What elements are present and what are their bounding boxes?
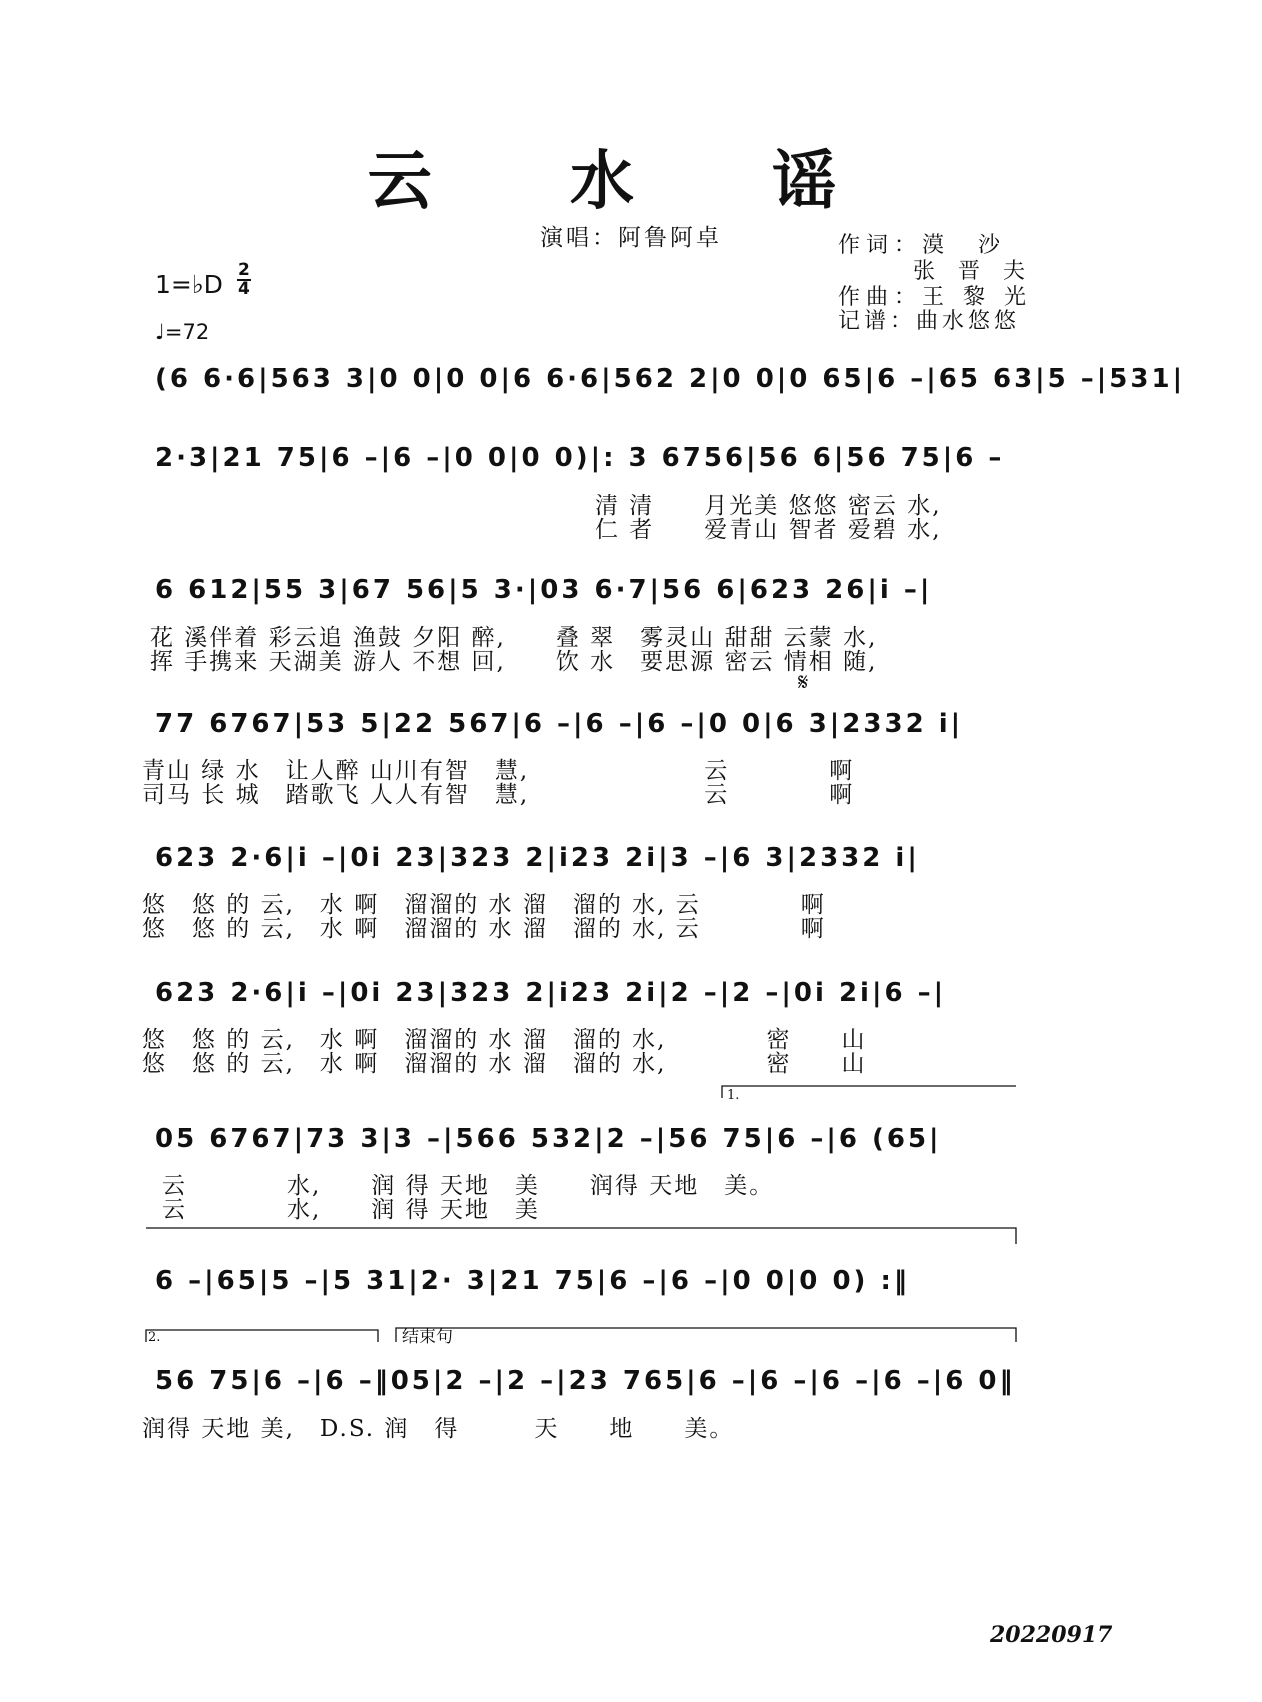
lyric-line-2b: 仁 者 爱青山 智者 爱碧 水, bbox=[595, 517, 942, 543]
repeat-bracket-line bbox=[146, 1228, 1016, 1244]
date-stamp: 20220917 bbox=[990, 1622, 1113, 1648]
volta-2-label: 2. bbox=[148, 1330, 161, 1345]
composer-credit: 作曲：王 黎 光 bbox=[838, 285, 1032, 310]
lyric-line-4a: 青山 绿 水 让人醉 山川有智 慧, 云 啊 bbox=[142, 758, 855, 784]
lyric-line-5a: 悠 悠 的 云, 水 啊 溜溜的 水 溜 溜的 水, 云 啊 bbox=[142, 892, 826, 918]
lyric-line-4b: 司马 长 城 踏歌飞 人人有智 慧, 云 啊 bbox=[142, 782, 855, 808]
time-signature-numerator: 2 bbox=[238, 260, 250, 280]
volta-1-label: 1. bbox=[727, 1088, 740, 1103]
notation-line-1: (6 6·6|563 3|0 0|0 0|6 6·6|562 2|0 0|0 65|6 –|65 63|5 –|531| bbox=[155, 364, 1186, 394]
notation-line-8: 6 –|65|5 –|5 31|2· 3|21 75|6 –|6 –|0 0|0 0) :‖ bbox=[155, 1266, 910, 1296]
lyricist-credit: 作词：漠 沙 bbox=[838, 233, 1007, 258]
segno-mark: 𝄋 bbox=[798, 668, 809, 696]
notation-line-9: 56 75|6 –|6 –‖05|2 –|2 –|23 765|6 –|6 –|6 –|6 –|6 0‖ bbox=[155, 1366, 1016, 1396]
volta-1-bracket bbox=[722, 1086, 1016, 1098]
lyric-line-3a: 花 溪伴着 彩云追 渔鼓 夕阳 醉, 叠 翠 雾灵山 甜甜 云蒙 水, bbox=[150, 625, 878, 651]
ending-bracket bbox=[396, 1328, 1016, 1342]
notation-line-6: 623 2·6|i –|0i 23|323 2|i23 2i|2 –|2 –|0i 2i|6 –| bbox=[155, 978, 947, 1008]
lyric-line-2a: 清 清 月光美 悠悠 密云 水, bbox=[595, 493, 942, 519]
lyric-line-6a: 悠 悠 的 云, 水 啊 溜溜的 水 溜 溜的 水, 密 山 bbox=[142, 1027, 867, 1053]
notation-line-7: 05 6767|73 3|3 –|566 532|2 –|56 75|6 –|6 (65| bbox=[155, 1124, 942, 1154]
ending-phrase-label: 结束句 bbox=[402, 1327, 453, 1347]
lyric-line-7a: 云 水, 润 得 天地 美 润得 天地 美。 bbox=[162, 1173, 775, 1199]
volta-2-bracket bbox=[146, 1330, 378, 1342]
notation-line-5: 623 2·6|i –|0i 23|323 2|i23 2i|3 –|6 3|2332 i| bbox=[155, 843, 920, 873]
notation-line-4: 77 6767|53 5|22 567|6 –|6 –|6 –|0 0|6 3|2332 i| bbox=[155, 709, 964, 739]
notation-line-2: 2·3|21 75|6 –|6 –|0 0|0 0)|: 3 6756|56 6|56 75|6 – bbox=[155, 443, 1005, 473]
song-title: 云 水 谣 bbox=[367, 144, 895, 219]
singer-credit: 演唱：阿鲁阿卓 bbox=[540, 225, 722, 251]
transcriber-credit: 记谱：曲水悠悠 bbox=[838, 309, 1021, 334]
key-signature: 1=♭D bbox=[155, 270, 223, 299]
time-signature-denominator: 4 bbox=[238, 279, 250, 299]
tempo-marking: ♩=72 bbox=[155, 320, 210, 344]
lyric-line-6b: 悠 悠 的 云, 水 啊 溜溜的 水 溜 溜的 水, 密 山 bbox=[142, 1051, 867, 1077]
lyric-line-3b: 挥 手携来 天湖美 游人 不想 回, 饮 水 要思源 密云 情相 随, bbox=[150, 649, 878, 675]
lyric-line-5b: 悠 悠 的 云, 水 啊 溜溜的 水 溜 溜的 水, 云 啊 bbox=[142, 916, 826, 942]
lyric-line-9: 润得 天地 美, D.S. 润 得 天 地 美。 bbox=[142, 1416, 735, 1442]
notation-line-3: 6 612|55 3|67 56|5 3·|03 6·7|56 6|623 26|i –| bbox=[155, 575, 933, 605]
lyric-line-7b: 云 水, 润 得 天地 美 bbox=[162, 1197, 540, 1223]
lyricist-credit-2: 张 晋 夫 bbox=[913, 259, 1033, 284]
